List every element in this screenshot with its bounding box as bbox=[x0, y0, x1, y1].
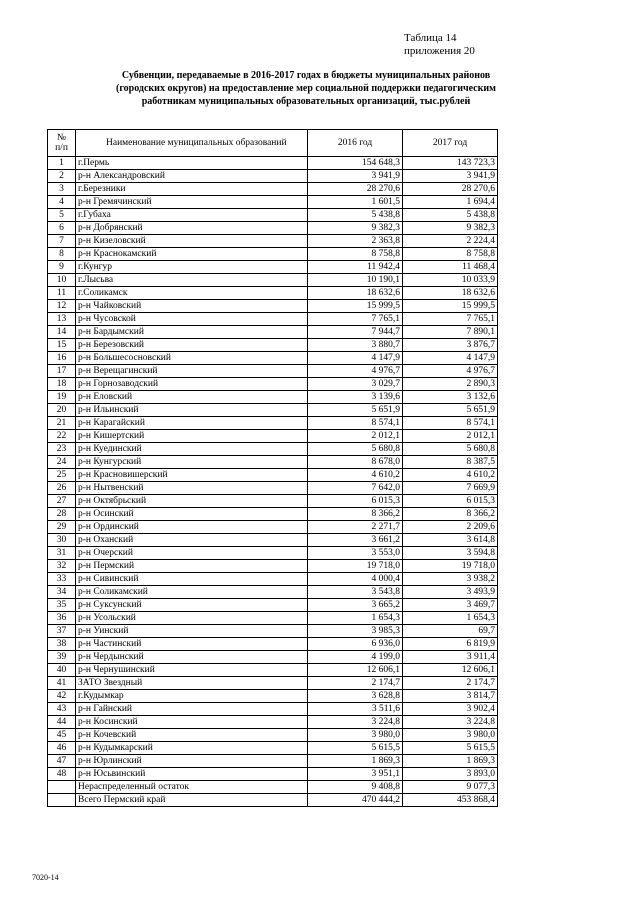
value-2017: 6 015,3 bbox=[403, 495, 498, 508]
municipality-name: р-н Уинский bbox=[76, 625, 308, 638]
municipality-name: р-н Кочевский bbox=[76, 729, 308, 742]
municipality-name: р-н Юсьвинский bbox=[76, 768, 308, 781]
value-2017: 2 224,4 bbox=[403, 235, 498, 248]
value-2017: 3 594,8 bbox=[403, 547, 498, 560]
value-2016: 15 999,5 bbox=[308, 300, 403, 313]
value-2017: 6 819,9 bbox=[403, 638, 498, 651]
table-row bbox=[48, 729, 498, 742]
municipality-name: р-н Гремячинский bbox=[76, 196, 308, 209]
document-code: 7020-14 bbox=[32, 873, 59, 882]
row-number: 47 bbox=[48, 755, 76, 768]
value-2017: 2 890,3 bbox=[403, 378, 498, 391]
municipality-name: р-н Осинский bbox=[76, 508, 308, 521]
table-row bbox=[48, 508, 498, 521]
municipality-name: р-н Чайковский bbox=[76, 300, 308, 313]
value-2016: 1 654,3 bbox=[308, 612, 403, 625]
value-2017: 9 382,3 bbox=[403, 222, 498, 235]
value-2017: 3 980,0 bbox=[403, 729, 498, 742]
table-row bbox=[48, 547, 498, 560]
value-2017: 4 147,9 bbox=[403, 352, 498, 365]
value-2017: 8 758,8 bbox=[403, 248, 498, 261]
value-2017: 2 012,1 bbox=[403, 430, 498, 443]
value-2016: 5 438,8 bbox=[308, 209, 403, 222]
municipality-name: р-н Кишертский bbox=[76, 430, 308, 443]
municipality-name: р-н Усольский bbox=[76, 612, 308, 625]
row-number: 33 bbox=[48, 573, 76, 586]
municipality-name: Всего Пермский край bbox=[76, 794, 308, 807]
municipality-name: р-н Октябрьский bbox=[76, 495, 308, 508]
value-2017: 5 680,8 bbox=[403, 443, 498, 456]
row-number: 46 bbox=[48, 742, 76, 755]
table-row bbox=[48, 586, 498, 599]
table-row bbox=[48, 170, 498, 183]
table-row bbox=[48, 690, 498, 703]
municipality-name: г.Лысьва bbox=[76, 274, 308, 287]
table-row bbox=[48, 560, 498, 573]
value-2016: 3 553,0 bbox=[308, 547, 403, 560]
table-row bbox=[48, 417, 498, 430]
value-2016: 4 147,9 bbox=[308, 352, 403, 365]
row-number: 21 bbox=[48, 417, 76, 430]
row-number: 10 bbox=[48, 274, 76, 287]
municipality-name: р-н Очерский bbox=[76, 547, 308, 560]
table-row bbox=[48, 157, 498, 170]
table-row bbox=[48, 768, 498, 781]
row-number: 13 bbox=[48, 313, 76, 326]
value-2016: 5 615,5 bbox=[308, 742, 403, 755]
municipality-name: р-н Карагайский bbox=[76, 417, 308, 430]
value-2017: 7 890,1 bbox=[403, 326, 498, 339]
row-number: 15 bbox=[48, 339, 76, 352]
row-number bbox=[48, 794, 76, 807]
value-2017: 5 438,8 bbox=[403, 209, 498, 222]
value-2016: 28 270,6 bbox=[308, 183, 403, 196]
municipality-name: г.Березники bbox=[76, 183, 308, 196]
value-2017: 69,7 bbox=[403, 625, 498, 638]
table-row bbox=[48, 274, 498, 287]
row-number: 34 bbox=[48, 586, 76, 599]
title-line-3: работникам муниципальных образовательных организаций, тыс.рублей bbox=[141, 96, 471, 107]
municipality-name: р-н Кунгурский bbox=[76, 456, 308, 469]
municipality-name: р-н Соликамский bbox=[76, 586, 308, 599]
row-number: 48 bbox=[48, 768, 76, 781]
table-row bbox=[48, 534, 498, 547]
row-number: 37 bbox=[48, 625, 76, 638]
value-2017: 4 976,7 bbox=[403, 365, 498, 378]
municipality-name: р-н Бардымский bbox=[76, 326, 308, 339]
row-number: 8 bbox=[48, 248, 76, 261]
row-number: 22 bbox=[48, 430, 76, 443]
value-2017: 2 209,6 bbox=[403, 521, 498, 534]
total-row bbox=[48, 794, 498, 807]
municipality-name: р-н Чернушинский bbox=[76, 664, 308, 677]
municipality-name: р-н Верещагинский bbox=[76, 365, 308, 378]
row-number: 6 bbox=[48, 222, 76, 235]
value-2016: 3 941,9 bbox=[308, 170, 403, 183]
value-2016: 9 382,3 bbox=[308, 222, 403, 235]
row-number: 14 bbox=[48, 326, 76, 339]
value-2016: 2 271,7 bbox=[308, 521, 403, 534]
municipality-name: Нераспределенный остаток bbox=[76, 781, 308, 794]
municipality-name: р-н Березовский bbox=[76, 339, 308, 352]
municipality-name: р-н Частинский bbox=[76, 638, 308, 651]
value-2016: 3 985,3 bbox=[308, 625, 403, 638]
table-row bbox=[48, 742, 498, 755]
value-2016: 3 511,6 bbox=[308, 703, 403, 716]
value-2017: 3 902,4 bbox=[403, 703, 498, 716]
table-row bbox=[48, 573, 498, 586]
table-row bbox=[48, 482, 498, 495]
value-2017: 1 694,4 bbox=[403, 196, 498, 209]
row-number: 44 bbox=[48, 716, 76, 729]
table-row bbox=[48, 651, 498, 664]
value-2017: 3 614,8 bbox=[403, 534, 498, 547]
table-row bbox=[48, 196, 498, 209]
value-2016: 470 444,2 bbox=[308, 794, 403, 807]
value-2016: 3 951,1 bbox=[308, 768, 403, 781]
municipality-name: р-н Гайнский bbox=[76, 703, 308, 716]
value-2016: 4 610,2 bbox=[308, 469, 403, 482]
value-2017: 15 999,5 bbox=[403, 300, 498, 313]
value-2016: 8 678,0 bbox=[308, 456, 403, 469]
table-row bbox=[48, 430, 498, 443]
municipality-name: р-н Кудымкарский bbox=[76, 742, 308, 755]
title-line-2: (городских округов) на предоставление мер социальной поддержки педагогическим bbox=[116, 83, 496, 94]
municipality-name: р-н Ординский bbox=[76, 521, 308, 534]
total-row bbox=[48, 781, 498, 794]
row-number: 16 bbox=[48, 352, 76, 365]
value-2016: 3 628,8 bbox=[308, 690, 403, 703]
value-2016: 3 139,6 bbox=[308, 391, 403, 404]
document-title bbox=[50, 69, 562, 108]
value-2017: 143 723,3 bbox=[403, 157, 498, 170]
value-2016: 7 944,7 bbox=[308, 326, 403, 339]
table-row bbox=[48, 755, 498, 768]
table-row bbox=[48, 495, 498, 508]
value-2017: 1 869,3 bbox=[403, 755, 498, 768]
value-2017: 1 654,3 bbox=[403, 612, 498, 625]
row-number: 25 bbox=[48, 469, 76, 482]
value-2017: 3 941,9 bbox=[403, 170, 498, 183]
value-2016: 8 574,1 bbox=[308, 417, 403, 430]
municipality-name: р-н Большесосновский bbox=[76, 352, 308, 365]
value-2016: 7 765,1 bbox=[308, 313, 403, 326]
value-2017: 7 765,1 bbox=[403, 313, 498, 326]
row-number: 40 bbox=[48, 664, 76, 677]
table-row bbox=[48, 703, 498, 716]
value-2016: 9 408,8 bbox=[308, 781, 403, 794]
municipality-name: р-н Добрянский bbox=[76, 222, 308, 235]
table-row bbox=[48, 443, 498, 456]
header-number bbox=[48, 130, 76, 157]
municipality-name: р-н Красновишерский bbox=[76, 469, 308, 482]
title-line-1: Субвенции, передаваемые в 2016-2017 годах в бюджеты муниципальных районов bbox=[121, 70, 491, 81]
row-number: 42 bbox=[48, 690, 76, 703]
value-2017: 3 814,7 bbox=[403, 690, 498, 703]
table-row bbox=[48, 222, 498, 235]
table-row bbox=[48, 391, 498, 404]
value-2017: 8 387,5 bbox=[403, 456, 498, 469]
row-number: 26 bbox=[48, 482, 76, 495]
caption-table-number: Таблица 14 bbox=[404, 32, 457, 44]
value-2016: 3 980,0 bbox=[308, 729, 403, 742]
value-2016: 1 601,5 bbox=[308, 196, 403, 209]
value-2017: 8 366,2 bbox=[403, 508, 498, 521]
table-caption bbox=[404, 32, 475, 58]
value-2016: 8 758,8 bbox=[308, 248, 403, 261]
table-row bbox=[48, 261, 498, 274]
municipality-name: р-н Еловский bbox=[76, 391, 308, 404]
municipality-name: р-н Краснокамский bbox=[76, 248, 308, 261]
row-number: 31 bbox=[48, 547, 76, 560]
value-2017: 3 876,7 bbox=[403, 339, 498, 352]
row-number: 20 bbox=[48, 404, 76, 417]
header-number-line-2: п/п bbox=[55, 143, 68, 153]
row-number: 28 bbox=[48, 508, 76, 521]
table-row bbox=[48, 209, 498, 222]
value-2016: 10 190,1 bbox=[308, 274, 403, 287]
municipality-name: г.Губаха bbox=[76, 209, 308, 222]
municipality-name: р-н Косинский bbox=[76, 716, 308, 729]
value-2017: 4 610,2 bbox=[403, 469, 498, 482]
value-2017: 18 632,6 bbox=[403, 287, 498, 300]
row-number: 7 bbox=[48, 235, 76, 248]
value-2016: 18 632,6 bbox=[308, 287, 403, 300]
municipality-name: г.Кунгур bbox=[76, 261, 308, 274]
table-row bbox=[48, 638, 498, 651]
value-2017: 453 868,4 bbox=[403, 794, 498, 807]
row-number: 36 bbox=[48, 612, 76, 625]
table-row bbox=[48, 469, 498, 482]
value-2016: 154 648,3 bbox=[308, 157, 403, 170]
row-number: 30 bbox=[48, 534, 76, 547]
table-row bbox=[48, 300, 498, 313]
table-row bbox=[48, 326, 498, 339]
value-2017: 5 615,5 bbox=[403, 742, 498, 755]
row-number: 39 bbox=[48, 651, 76, 664]
table-row bbox=[48, 183, 498, 196]
value-2017: 2 174,7 bbox=[403, 677, 498, 690]
value-2016: 3 029,7 bbox=[308, 378, 403, 391]
municipality-name: р-н Сивинский bbox=[76, 573, 308, 586]
value-2017: 3 938,2 bbox=[403, 573, 498, 586]
row-number: 41 bbox=[48, 677, 76, 690]
table-row bbox=[48, 378, 498, 391]
table-row bbox=[48, 248, 498, 261]
value-2016: 3 665,2 bbox=[308, 599, 403, 612]
municipality-name: г.Пермь bbox=[76, 157, 308, 170]
value-2017: 3 893,0 bbox=[403, 768, 498, 781]
value-2016: 11 942,4 bbox=[308, 261, 403, 274]
table-body bbox=[48, 157, 498, 807]
table-row bbox=[48, 599, 498, 612]
municipality-name: р-н Нытвенский bbox=[76, 482, 308, 495]
row-number: 5 bbox=[48, 209, 76, 222]
value-2016: 3 224,8 bbox=[308, 716, 403, 729]
row-number: 11 bbox=[48, 287, 76, 300]
value-2017: 3 469,7 bbox=[403, 599, 498, 612]
value-2017: 19 718,0 bbox=[403, 560, 498, 573]
value-2017: 8 574,1 bbox=[403, 417, 498, 430]
municipality-name: р-н Александровский bbox=[76, 170, 308, 183]
row-number: 9 bbox=[48, 261, 76, 274]
municipality-name: р-н Ильинский bbox=[76, 404, 308, 417]
table-header bbox=[48, 130, 498, 157]
value-2016: 4 199,0 bbox=[308, 651, 403, 664]
value-2017: 3 224,8 bbox=[403, 716, 498, 729]
header-municipality: Наименование муниципальных образований bbox=[76, 130, 308, 157]
municipality-name: р-н Кизеловский bbox=[76, 235, 308, 248]
row-number: 43 bbox=[48, 703, 76, 716]
municipality-name: р-н Оханский bbox=[76, 534, 308, 547]
value-2017: 10 033,9 bbox=[403, 274, 498, 287]
caption-appendix: приложения 20 bbox=[404, 45, 475, 57]
value-2016: 8 366,2 bbox=[308, 508, 403, 521]
table-row bbox=[48, 313, 498, 326]
value-2017: 9 077,3 bbox=[403, 781, 498, 794]
value-2016: 19 718,0 bbox=[308, 560, 403, 573]
row-number: 38 bbox=[48, 638, 76, 651]
value-2017: 5 651,9 bbox=[403, 404, 498, 417]
value-2017: 3 911,4 bbox=[403, 651, 498, 664]
row-number: 2 bbox=[48, 170, 76, 183]
row-number: 4 bbox=[48, 196, 76, 209]
row-number: 17 bbox=[48, 365, 76, 378]
row-number: 35 bbox=[48, 599, 76, 612]
table-row bbox=[48, 521, 498, 534]
value-2016: 12 606,1 bbox=[308, 664, 403, 677]
row-number: 32 bbox=[48, 560, 76, 573]
value-2017: 3 132,6 bbox=[403, 391, 498, 404]
municipality-name: р-н Горнозаводский bbox=[76, 378, 308, 391]
value-2017: 11 468,4 bbox=[403, 261, 498, 274]
table-row bbox=[48, 716, 498, 729]
row-number: 19 bbox=[48, 391, 76, 404]
value-2016: 2 012,1 bbox=[308, 430, 403, 443]
municipality-name: р-н Чердынский bbox=[76, 651, 308, 664]
value-2016: 1 869,3 bbox=[308, 755, 403, 768]
value-2016: 5 651,9 bbox=[308, 404, 403, 417]
value-2016: 6 936,0 bbox=[308, 638, 403, 651]
subsidies-table bbox=[47, 129, 498, 807]
value-2016: 5 680,8 bbox=[308, 443, 403, 456]
value-2016: 4 976,7 bbox=[308, 365, 403, 378]
value-2017: 3 493,9 bbox=[403, 586, 498, 599]
value-2016: 7 642,0 bbox=[308, 482, 403, 495]
value-2016: 3 661,2 bbox=[308, 534, 403, 547]
row-number bbox=[48, 781, 76, 794]
row-number: 1 bbox=[48, 157, 76, 170]
row-number: 23 bbox=[48, 443, 76, 456]
header-2017: 2017 год bbox=[403, 130, 498, 157]
header-2016: 2016 год bbox=[308, 130, 403, 157]
municipality-name: р-н Пермский bbox=[76, 560, 308, 573]
municipality-name: ЗАТО Звездный bbox=[76, 677, 308, 690]
value-2016: 4 000,4 bbox=[308, 573, 403, 586]
row-number: 27 bbox=[48, 495, 76, 508]
value-2016: 2 174,7 bbox=[308, 677, 403, 690]
table-row bbox=[48, 365, 498, 378]
row-number: 3 bbox=[48, 183, 76, 196]
row-number: 24 bbox=[48, 456, 76, 469]
row-number: 29 bbox=[48, 521, 76, 534]
table-row bbox=[48, 625, 498, 638]
municipality-name: р-н Чусовской bbox=[76, 313, 308, 326]
table-row bbox=[48, 235, 498, 248]
municipality-name: р-н Суксунский bbox=[76, 599, 308, 612]
table-row bbox=[48, 612, 498, 625]
value-2016: 3 543,8 bbox=[308, 586, 403, 599]
municipality-name: г.Кудымкар bbox=[76, 690, 308, 703]
value-2016: 6 015,3 bbox=[308, 495, 403, 508]
value-2016: 2 363,8 bbox=[308, 235, 403, 248]
row-number: 45 bbox=[48, 729, 76, 742]
value-2017: 12 606,1 bbox=[403, 664, 498, 677]
municipality-name: р-н Юрлинский bbox=[76, 755, 308, 768]
municipality-name: р-н Куединский bbox=[76, 443, 308, 456]
municipality-name: г.Соликамск bbox=[76, 287, 308, 300]
table-row bbox=[48, 339, 498, 352]
row-number: 12 bbox=[48, 300, 76, 313]
table-row bbox=[48, 404, 498, 417]
table-row bbox=[48, 287, 498, 300]
value-2017: 28 270,6 bbox=[403, 183, 498, 196]
header-number-line-1: № bbox=[56, 133, 67, 143]
value-2017: 7 669,9 bbox=[403, 482, 498, 495]
table-row bbox=[48, 456, 498, 469]
table-row bbox=[48, 677, 498, 690]
value-2016: 3 880,7 bbox=[308, 339, 403, 352]
row-number: 18 bbox=[48, 378, 76, 391]
table-row bbox=[48, 664, 498, 677]
table-row bbox=[48, 352, 498, 365]
